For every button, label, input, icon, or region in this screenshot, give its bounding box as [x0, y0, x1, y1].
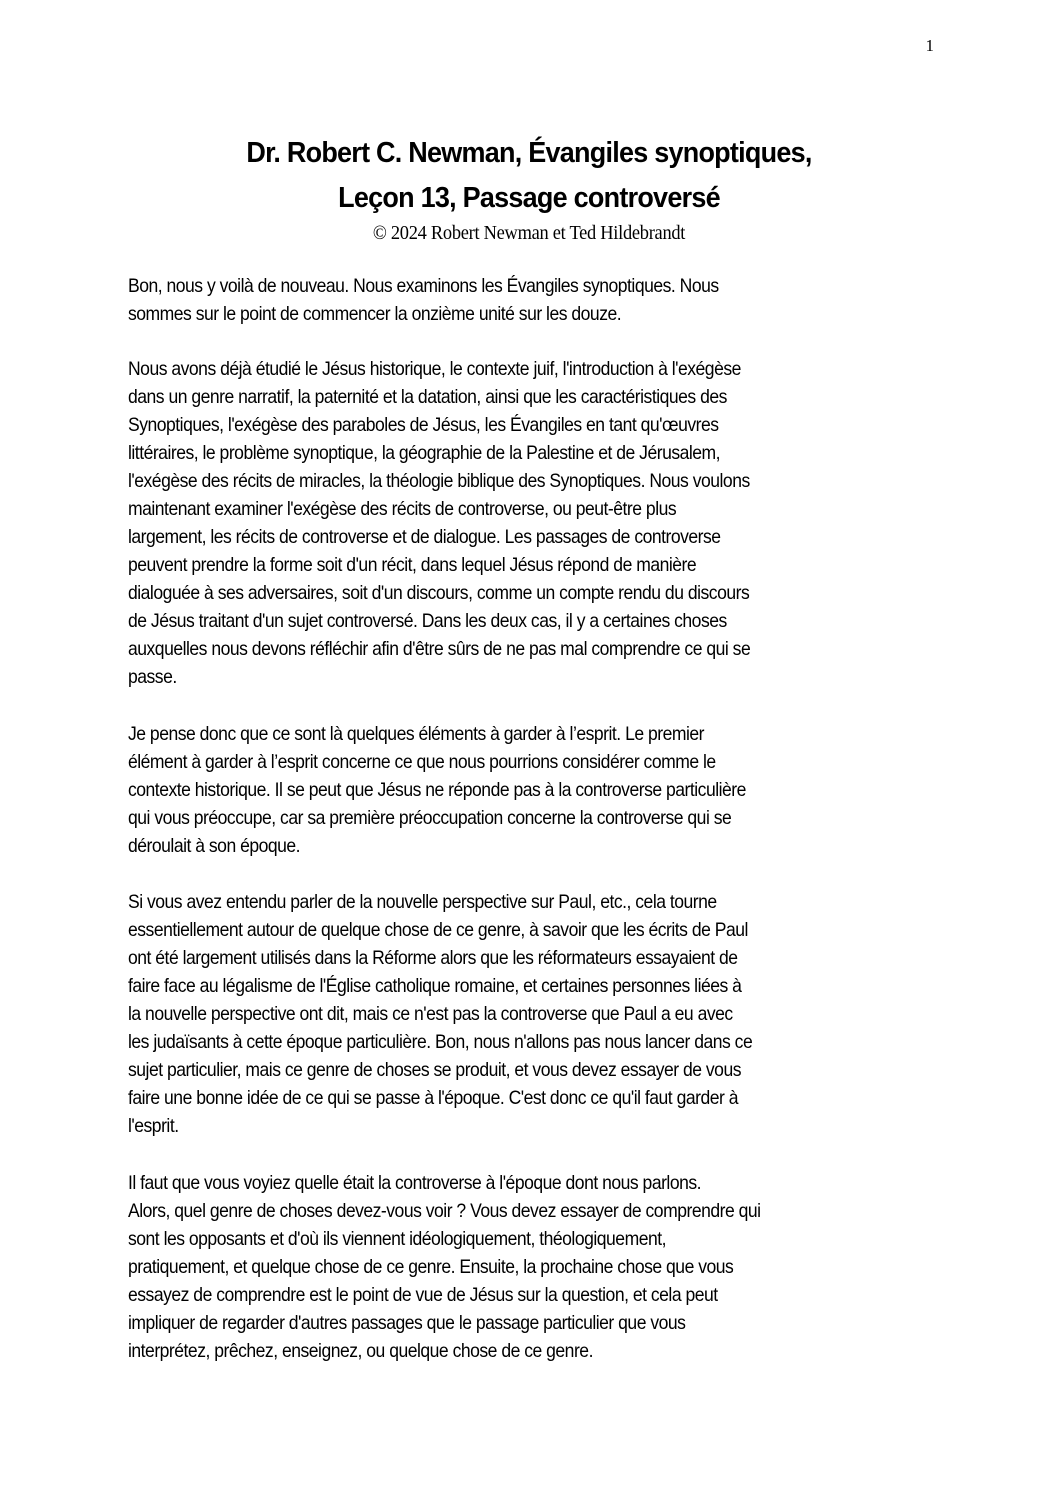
text-line: l'exégèse des récits de miracles, la théologie biblique des Synoptiques. Nous voulons [128, 470, 750, 492]
text-line: ont été largement utilisés dans la Réforme alors que les réformateurs essayaient de [128, 947, 738, 969]
text-line: Bon, nous y voilà de nouveau. Nous examinons les Évangiles synoptiques. Nous [128, 275, 719, 297]
text-line: Synoptiques, l'exégèse des paraboles de Jésus, les Évangiles en tant qu'œuvres [128, 414, 719, 436]
text-line: littéraires, le problème synoptique, la géographie de la Palestine et de Jérusalem, [128, 442, 721, 464]
text-line: dialoguée à ses adversaires, soit d'un discours, comme un compte rendu du discours [128, 582, 750, 604]
text-line: passe. [128, 666, 177, 688]
text-line: Je pense donc que ce sont là quelques éléments à garder à l’esprit. Le premier [128, 723, 705, 745]
text-line: déroulait à son époque. [128, 835, 301, 857]
text-line: faire face au légalisme de l'Église catholique romaine, et certaines personnes liées à [128, 975, 742, 997]
text-line: dans un genre narratif, la paternité et la datation, ainsi que les caractéristiques des [128, 386, 727, 408]
text-line: auxquelles nous devons réfléchir afin d'être sûrs de ne pas mal comprendre ce qui se [128, 638, 751, 660]
text-line: interprétez, prêchez, enseignez, ou quelque chose de ce genre. [128, 1340, 593, 1362]
paragraph-1 [128, 272, 928, 328]
text-line: de Jésus traitant d'un sujet controversé. Dans les deux cas, il y a certaines choses [128, 610, 727, 632]
text-line: les judaïsants à cette époque particulière. Bon, nous n'allons pas nous lancer dans ce [128, 1031, 753, 1053]
paragraph-3 [128, 720, 928, 860]
page-number: 1 [925, 36, 934, 55]
text-line: l'esprit. [128, 1115, 179, 1137]
text-line: Nous avons déjà étudié le Jésus historique, le contexte juif, l'introduction à l'exégèse [128, 358, 741, 380]
text-line: la nouvelle perspective ont dit, mais ce n'est pas la controverse que Paul a eu avec [128, 1003, 733, 1025]
text-line: Si vous avez entendu parler de la nouvelle perspective sur Paul, etc., cela tourne [128, 891, 717, 913]
text-line: sommes sur le point de commencer la onzième unité sur les douze. [128, 303, 622, 325]
paragraph-5 [128, 1169, 928, 1365]
document-title-line-2: Leçon 13, Passage controversé [338, 182, 720, 214]
text-line: essayez de comprendre est le point de vue de Jésus sur la question, et cela peut [128, 1284, 718, 1306]
text-line: Alors, quel genre de choses devez-vous voir ? Vous devez essayer de comprendre qui [128, 1200, 761, 1222]
text-line: maintenant examiner l'exégèse des récits de controverse, ou peut-être plus [128, 498, 677, 520]
paragraph-2 [128, 355, 928, 691]
text-line: élément à garder à l’esprit concerne ce que nous pourrions considérer comme le [128, 751, 716, 773]
text-line: largement, les récits de controverse et de dialogue. Les passages de controverse [128, 526, 721, 548]
text-line: pratiquement, et quelque chose de ce genre. Ensuite, la prochaine chose que vous [128, 1256, 734, 1278]
copyright-notice: © 2024 Robert Newman et Ted Hildebrandt [372, 222, 686, 244]
text-line: Il faut que vous voyiez quelle était la controverse à l'époque dont nous parlons. [128, 1172, 702, 1194]
text-line: sont les opposants et d'où ils viennent idéologiquement, théologiquement, [128, 1228, 666, 1250]
text-line: essentiellement autour de quelque chose de ce genre, à savoir que les écrits de Paul [128, 919, 748, 941]
text-line: impliquer de regarder d'autres passages que le passage particulier que vous [128, 1312, 686, 1334]
text-line: faire une bonne idée de ce qui se passe à l'époque. C'est donc ce qu'il faut garder à [128, 1087, 738, 1109]
text-line: sujet particulier, mais ce genre de choses se produit, et vous devez essayer de vous [128, 1059, 741, 1081]
text-line: contexte historique. Il se peut que Jésus ne réponde pas à la controverse particulière [128, 779, 746, 801]
text-line: peuvent prendre la forme soit d'un récit, dans lequel Jésus répond de manière [128, 554, 697, 576]
text-line: qui vous préoccupe, car sa première préoccupation concerne la controverse qui se [128, 807, 732, 829]
paragraph-4 [128, 888, 928, 1140]
document-title-line-1: Dr. Robert C. Newman, Évangiles synoptiques, [246, 137, 812, 169]
